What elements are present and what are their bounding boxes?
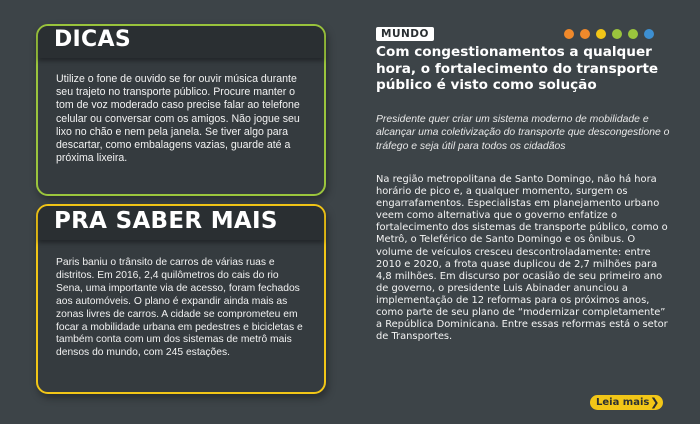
section-tag: MUNDO [376, 27, 434, 41]
pra-saber-mais-title: PRA SABER MAIS [38, 206, 324, 240]
chevron-right-icon: ❯ [650, 396, 660, 409]
color-dot [596, 29, 606, 39]
color-dot [628, 29, 638, 39]
article-headline: Com congestionamentos a qualquer hora, o fortalecimento do transporte público é visto como solução [376, 44, 659, 93]
color-dot [564, 29, 574, 39]
dicas-box [36, 24, 326, 196]
article-subheadline: Presidente quer criar um sistema moderno de mobilidade e alcançar uma coletivização do transporte que descongestione o tráfego e seja útil para todos os cidadãos [376, 114, 670, 152]
dicas-text: Utilize o fone de ouvido se for ouvir música durante seu trajeto no transporte público. Procure manter o tom de voz moderado caso precise falar ao telefone celular ou conversar com os amigos. Não jogue seu lixo no chão e nem pela janela. Se tiver algo para descartar, como embalagens vazias, guarde até a próxima lixeira. [56, 73, 300, 165]
color-dot [580, 29, 590, 39]
color-dot [644, 29, 654, 39]
color-dots [564, 29, 654, 39]
read-more-button[interactable] [590, 395, 663, 410]
pra-saber-mais-text: Paris baniu o trânsito de carros de várias ruas e distritos. Em 2016, 2,4 quilômetros do cais do rio Sena, uma importante via de acesso, foram fechados aos automóveis. O plano é expandir ainda mais as zonas livres de carros. A cidade se comprometeu em focar a mobilidade urbana em pedestres e bicicletas e também conta com um dos sistemas de metrô mais densos do mundo, com 245 estações. [56, 257, 303, 359]
article-body: Na região metropolitana de Santo Domingo, não há hora horário de pico e, a qualquer momento, surgem os engarrafamentos. Especialistas em planejamento urbano veem como alternativa que o governo enfatize o fortalecimento dos sistemas de transporte público, como o Metrô, o Teleférico de Santo Domingo e os ônibus. O volume de veículos cresceu descontroladamente: entre 2010 e 2020, a frota quase duplicou de 2,7 milhões para 4,8 milhões. Em discurso por ocasião de seu primeiro ano de governo, o presidente Luis Abinader anunciou a implementação de 12 reformas para os próximos anos, como parte de seu plano de “modernizar completamente” a República Dominicana. Entre essas reformas está o setor de Transportes. [376, 174, 668, 343]
pra-saber-mais-box [36, 204, 326, 394]
color-dot [612, 29, 622, 39]
dicas-title: DICAS [38, 26, 324, 58]
read-more-label: Leia mais [596, 397, 650, 408]
